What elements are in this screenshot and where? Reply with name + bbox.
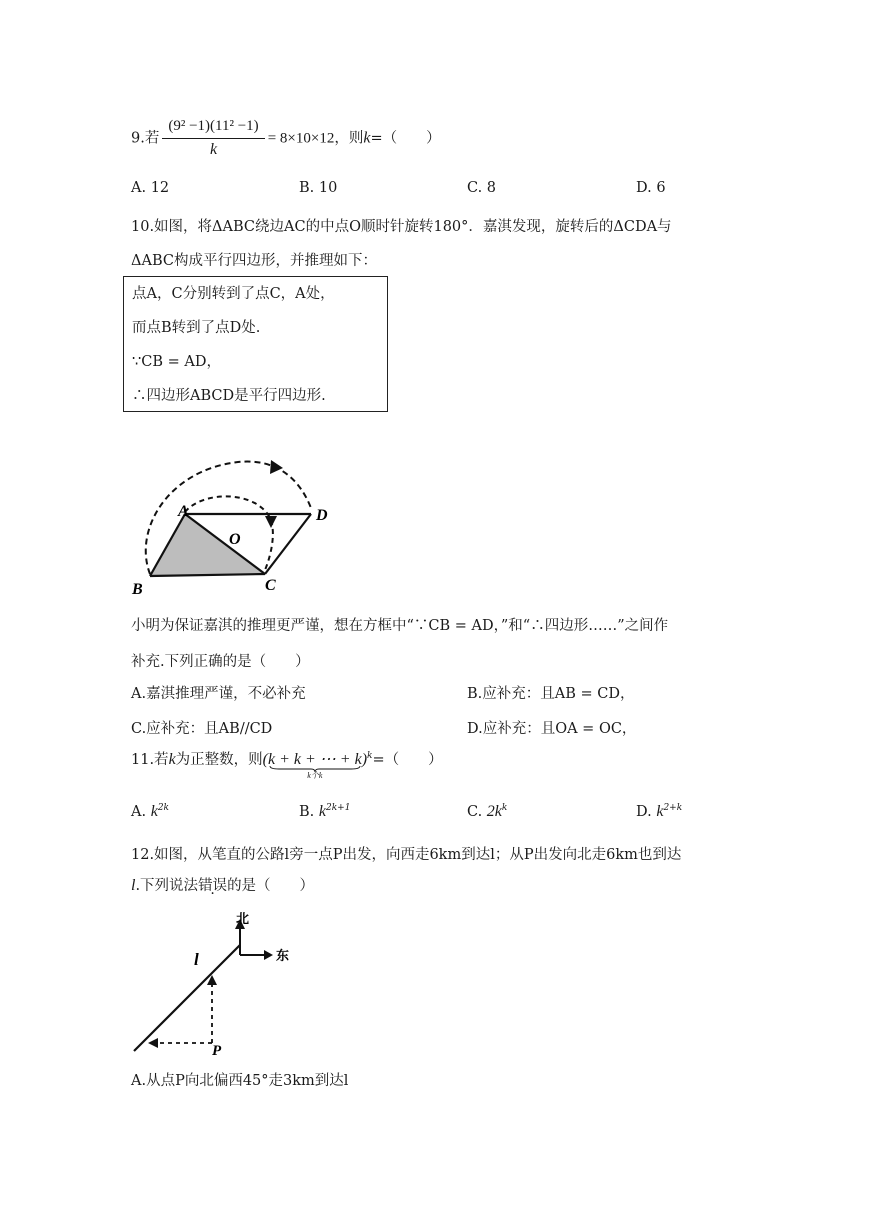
q10-box-line-2: 而点B转到了点D处. bbox=[132, 320, 261, 336]
q9-option-c[interactable]: C. 8 bbox=[467, 180, 497, 196]
q9-denominator: k bbox=[209, 141, 218, 158]
q9-option-d[interactable]: D. 6 bbox=[636, 180, 666, 196]
q10-reasoning-box bbox=[123, 276, 388, 412]
q11-brace-label: k个k bbox=[307, 771, 323, 780]
road-line-l bbox=[134, 945, 240, 1051]
label-east: 东 bbox=[276, 948, 290, 963]
q9-prefix: 9.若 bbox=[131, 130, 160, 147]
q9-option-b[interactable]: B. 10 bbox=[299, 180, 338, 196]
q10-stem-line1: 10.如图，将ΔABC绕边AC的中点O顺时针旋转180°．嘉淇发现，旋转后的ΔCDA与 bbox=[131, 219, 672, 235]
q10-option-c[interactable]: C.应补充：且AB//CD bbox=[131, 721, 273, 737]
q11-tail: =（ ） bbox=[372, 752, 443, 768]
q9-rhs: = 8×10×12 bbox=[267, 130, 335, 147]
q11-option-d[interactable]: D. $k^{2+k}$ bbox=[636, 803, 683, 820]
q10-box-line-1: 点A，C分别转到了点C，A处， bbox=[132, 286, 335, 302]
q11-option-a[interactable]: A. $k^{2k}$ bbox=[131, 803, 169, 820]
arc-arrowhead-inner bbox=[265, 516, 277, 528]
q10-option-d[interactable]: D.应补充：且OA = OC， bbox=[467, 721, 637, 737]
q10-parallelogram-figure bbox=[128, 450, 343, 600]
q10-option-b[interactable]: B.应补充：且AB = CD， bbox=[467, 686, 635, 702]
q10-box-line-4: ∴四边形ABCD是平行四边形. bbox=[132, 388, 326, 404]
q12-emphasis-word: 错误 bbox=[198, 878, 228, 894]
q12-option-a[interactable]: A.从点P向北偏西45°走3km到达l bbox=[131, 1073, 349, 1089]
west-path-arrowhead bbox=[148, 1038, 158, 1048]
q11-k: k bbox=[168, 751, 176, 768]
label-d: D bbox=[316, 507, 328, 524]
label-o: O bbox=[229, 531, 241, 548]
q9-option-a[interactable]: A. 12 bbox=[131, 180, 170, 196]
q11-prefix: 11.若 bbox=[131, 752, 169, 768]
q11-option-b[interactable]: B. $k^{2k+1}$ bbox=[299, 803, 351, 820]
q10-option-a[interactable]: A.嘉淇推理严谨，不必补充 bbox=[131, 686, 306, 702]
q10-box-line-3: ∵CB = AD， bbox=[132, 354, 221, 370]
label-p: P bbox=[212, 1043, 222, 1059]
q11-stem bbox=[131, 748, 443, 778]
q9-numerator: (9² −1)(11² −1) bbox=[162, 118, 264, 139]
label-a: A bbox=[178, 503, 189, 520]
label-b: B bbox=[132, 581, 143, 598]
q11-sum: (k + k + ⋯ + k) bbox=[262, 751, 368, 768]
q10-follow-line1: 小明为保证嘉淇的推理更严谨，想在方框中“∵CB = AD，”和“∴四边形……”之间作 bbox=[131, 618, 669, 634]
q9-fraction bbox=[162, 118, 264, 159]
q11-mid: 为正整数，则 bbox=[175, 752, 263, 768]
q11-option-c[interactable]: C. $2k^k$ bbox=[467, 803, 508, 820]
q11-exponent: k bbox=[367, 751, 373, 762]
q10-stem-line2: ΔABC构成平行四边形，并推理如下： bbox=[131, 253, 377, 269]
q9-k: k bbox=[363, 129, 371, 147]
label-l: l bbox=[194, 950, 199, 969]
q10-follow-line2: 补充.下列正确的是（ ） bbox=[131, 654, 310, 670]
label-c: C bbox=[265, 577, 276, 594]
label-north: 北 bbox=[236, 911, 250, 926]
q9-stem bbox=[131, 118, 441, 159]
q12-road-figure bbox=[128, 905, 303, 1060]
q9-tail1: ，则 bbox=[334, 130, 364, 147]
east-arrowhead bbox=[264, 950, 273, 960]
q12-stem-line1: 12.如图，从笔直的公路l旁一点P出发，向西走6km到达l；从P出发向北走6km也到达 bbox=[131, 847, 682, 863]
q11-sum-expression bbox=[262, 749, 368, 780]
q9-tail2: =（ ） bbox=[370, 130, 441, 147]
q12-stem-line2: l.下列说法错误的是（ ） bbox=[131, 874, 314, 895]
arc-arrowhead-outer bbox=[270, 460, 283, 474]
